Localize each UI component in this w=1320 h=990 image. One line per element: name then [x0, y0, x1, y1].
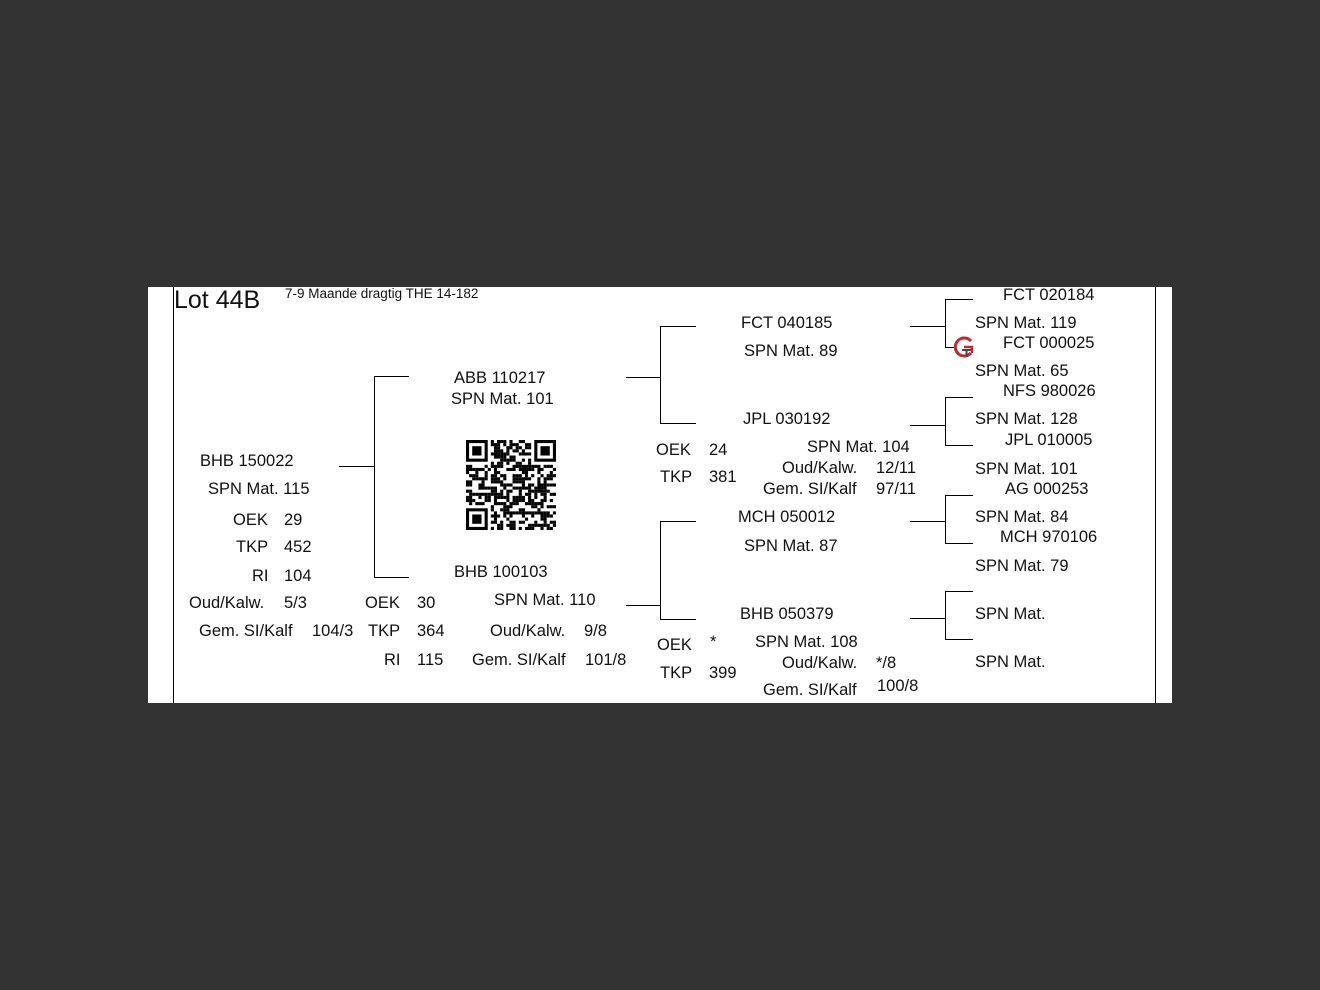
- dd-tkp-value: 399: [709, 664, 737, 682]
- dam-tkp-label: TKP: [368, 622, 401, 640]
- sire-id: ABB 110217: [454, 369, 546, 387]
- animal-spn: SPN Mat. 115: [208, 480, 310, 498]
- pedigree-sheet: [148, 287, 1172, 703]
- sheet-right-border: [1155, 287, 1156, 703]
- connector-sire-out: [626, 377, 660, 378]
- connector-ss-out: [910, 326, 945, 327]
- sd-id: JPL 030192: [743, 410, 831, 428]
- dam-oud-value: 9/8: [584, 622, 607, 640]
- ss-id: FCT 040185: [741, 314, 833, 332]
- dam-ri-value: 115: [417, 651, 444, 669]
- connector-dd-vertical: [945, 591, 946, 639]
- sd-tkp-value: 381: [709, 468, 737, 486]
- qr-code-icon: [466, 440, 556, 530]
- dam-id: BHB 100103: [454, 563, 548, 581]
- sd-gem-value: 97/11: [876, 480, 917, 498]
- animal-oek-label: OEK: [233, 511, 268, 529]
- dd-spn: SPN Mat. 108: [755, 633, 858, 651]
- connector-g4-7: [945, 591, 973, 592]
- lot-title: Lot 44B: [174, 287, 261, 314]
- connector-ds-vertical: [945, 495, 946, 543]
- sd-oud-label: Oud/Kalw.: [782, 459, 858, 477]
- animal-oud-label: Oud/Kalw.: [189, 594, 265, 612]
- ss-spn: SPN Mat. 89: [744, 342, 838, 360]
- sheet-left-border: [173, 287, 174, 703]
- sd-gem-label: Gem. SI/Kalf: [763, 480, 857, 498]
- dd-oek-label: OEK: [657, 636, 692, 654]
- connector-dd: [660, 619, 696, 620]
- connector-sd-vertical: [945, 397, 946, 445]
- dam-gem-value: 101/8: [585, 651, 627, 669]
- dd-id: BHB 050379: [740, 605, 834, 623]
- g4-5-spn: SPN Mat. 84: [975, 508, 1069, 526]
- sire-spn: SPN Mat. 101: [451, 390, 554, 408]
- g4-7-spn: SPN Mat.: [975, 605, 1046, 623]
- connector-g4-1: [945, 299, 973, 300]
- g4-3-id: NFS 980026: [1003, 382, 1096, 400]
- connector-sire: [374, 376, 409, 377]
- animal-ri-value: 104: [284, 567, 312, 585]
- g4-6-id: MCH 970106: [1000, 528, 1098, 546]
- logo-icon: [952, 335, 976, 359]
- animal-id: BHB 150022: [200, 452, 294, 470]
- dam-oek-label: OEK: [365, 594, 400, 612]
- sd-oek-value: 24: [709, 441, 728, 459]
- connector-g4-8: [945, 639, 973, 640]
- dd-tkp-label: TKP: [660, 664, 693, 682]
- connector-g4-3: [945, 397, 973, 398]
- sd-spn: SPN Mat. 104: [807, 438, 910, 456]
- g4-3-spn: SPN Mat. 128: [975, 410, 1078, 428]
- animal-tkp-value: 452: [284, 538, 312, 556]
- connector-sd-out: [910, 425, 945, 426]
- dam-tkp-value: 364: [417, 622, 445, 640]
- g4-1-spn: SPN Mat. 119: [975, 314, 1077, 332]
- ds-spn: SPN Mat. 87: [744, 537, 838, 555]
- g4-1-id: FCT 020184: [1003, 287, 1095, 304]
- dam-ri-label: RI: [384, 651, 401, 669]
- connector-dam: [374, 577, 409, 578]
- g4-2-spn: SPN Mat. 65: [975, 362, 1069, 380]
- g4-4-spn: SPN Mat. 101: [975, 460, 1078, 478]
- animal-oek-value: 29: [284, 511, 303, 529]
- g4-6-spn: SPN Mat. 79: [975, 557, 1069, 575]
- connector-ss-vertical: [945, 299, 946, 347]
- connector-sd: [660, 423, 696, 424]
- g4-2-id: FCT 000025: [1003, 334, 1095, 352]
- connector-animal: [339, 466, 374, 467]
- connector-g4-6: [945, 543, 973, 544]
- connector-sire-vertical: [660, 326, 661, 423]
- animal-oud-value: 5/3: [284, 594, 307, 612]
- connector-g4-4: [945, 445, 973, 446]
- animal-gem-value: 104/3: [312, 622, 354, 640]
- connector-ss: [660, 326, 696, 327]
- dd-gem-label: Gem. SI/Kalf: [763, 681, 857, 699]
- animal-gem-label: Gem. SI/Kalf: [199, 622, 293, 640]
- connector-parents-vertical: [374, 376, 375, 577]
- dd-oud-value: */8: [876, 654, 897, 672]
- connector-dd-out: [910, 618, 945, 619]
- dam-oud-label: Oud/Kalw.: [490, 622, 566, 640]
- dd-oud-label: Oud/Kalw.: [782, 654, 858, 672]
- connector-g4-5: [945, 495, 973, 496]
- dam-oek-value: 30: [417, 594, 436, 612]
- sd-oud-value: 12/11: [876, 459, 917, 477]
- animal-ri-label: RI: [252, 567, 269, 585]
- animal-tkp-label: TKP: [236, 538, 269, 556]
- sd-oek-label: OEK: [656, 441, 691, 459]
- dd-oek-value: *: [710, 633, 717, 651]
- lot-subtitle: 7-9 Maande dragtig THE 14-182: [285, 287, 479, 301]
- g4-4-id: JPL 010005: [1005, 431, 1093, 449]
- g4-8-spn: SPN Mat.: [975, 653, 1046, 671]
- g4-5-id: AG 000253: [1005, 480, 1089, 498]
- ds-id: MCH 050012: [738, 508, 836, 526]
- dd-gem-value: 100/8: [877, 677, 919, 695]
- connector-ds-out: [910, 521, 945, 522]
- dam-gem-label: Gem. SI/Kalf: [472, 651, 566, 669]
- connector-dam-out: [626, 605, 660, 606]
- sd-tkp-label: TKP: [660, 468, 693, 486]
- dam-spn: SPN Mat. 110: [494, 591, 596, 609]
- connector-ds: [660, 521, 696, 522]
- connector-dam-vertical: [660, 521, 661, 619]
